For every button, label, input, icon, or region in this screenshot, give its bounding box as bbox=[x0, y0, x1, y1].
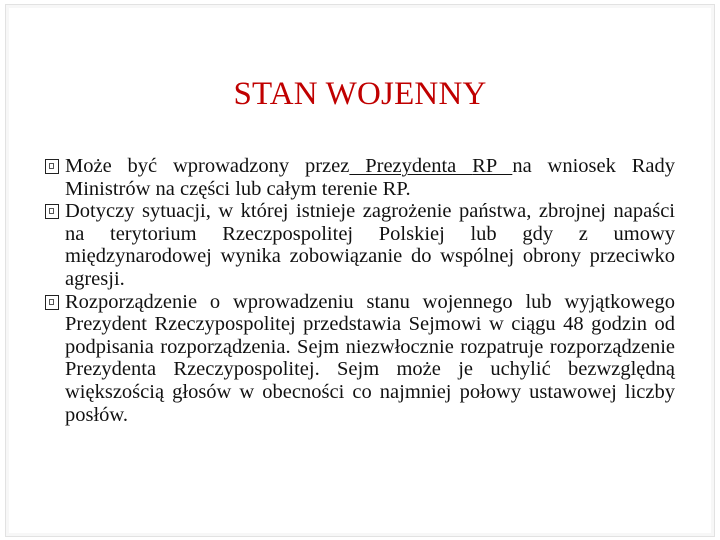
square-bullet-icon bbox=[45, 204, 59, 219]
square-bullet-icon bbox=[45, 295, 59, 310]
bullet-item-2 bbox=[45, 200, 675, 290]
bullet-2-text: Dotyczy sytuacji, w której istnieje zagrożenie państwa, zbrojnej napaści na terytorium Rzeczpospolitej Polskiej lub gdy z umowy międzynarodowej wynika zobowiązanie do wspólnej obrony przeciwko agresji. bbox=[65, 200, 675, 290]
prezydenta-link[interactable]: Prezydenta bbox=[349, 155, 473, 177]
bullet-1-text-after: na wniosek Rady Ministrów na części lub całym terenie RP. bbox=[65, 155, 675, 200]
bullet-3-text: Rozporządzenie o wprowadzeniu stanu wojennego lub wyjątkowego Prezydent Rzeczypospolitej przedstawia Sejmowi w ciągu 48 godzin od podpisania rozporządzenia. Sejm niezwłocznie rozpatruje rozporządzenie Prezydenta Rzeczypospolitej. Sejm może je uchylić bezwzględną większością głosów w obecności co najmniej połowy ustawowej liczby posłów. bbox=[65, 290, 675, 426]
bullet-item-1 bbox=[45, 155, 675, 200]
square-bullet-icon bbox=[45, 159, 59, 174]
bullet-1-text-before: Może być wprowadzony przez bbox=[65, 155, 350, 177]
bullet-item-3 bbox=[45, 291, 675, 427]
rp-link[interactable]: RP bbox=[472, 155, 513, 177]
slide-title: STAN WOJENNY bbox=[233, 76, 487, 112]
slide-body bbox=[45, 155, 675, 426]
